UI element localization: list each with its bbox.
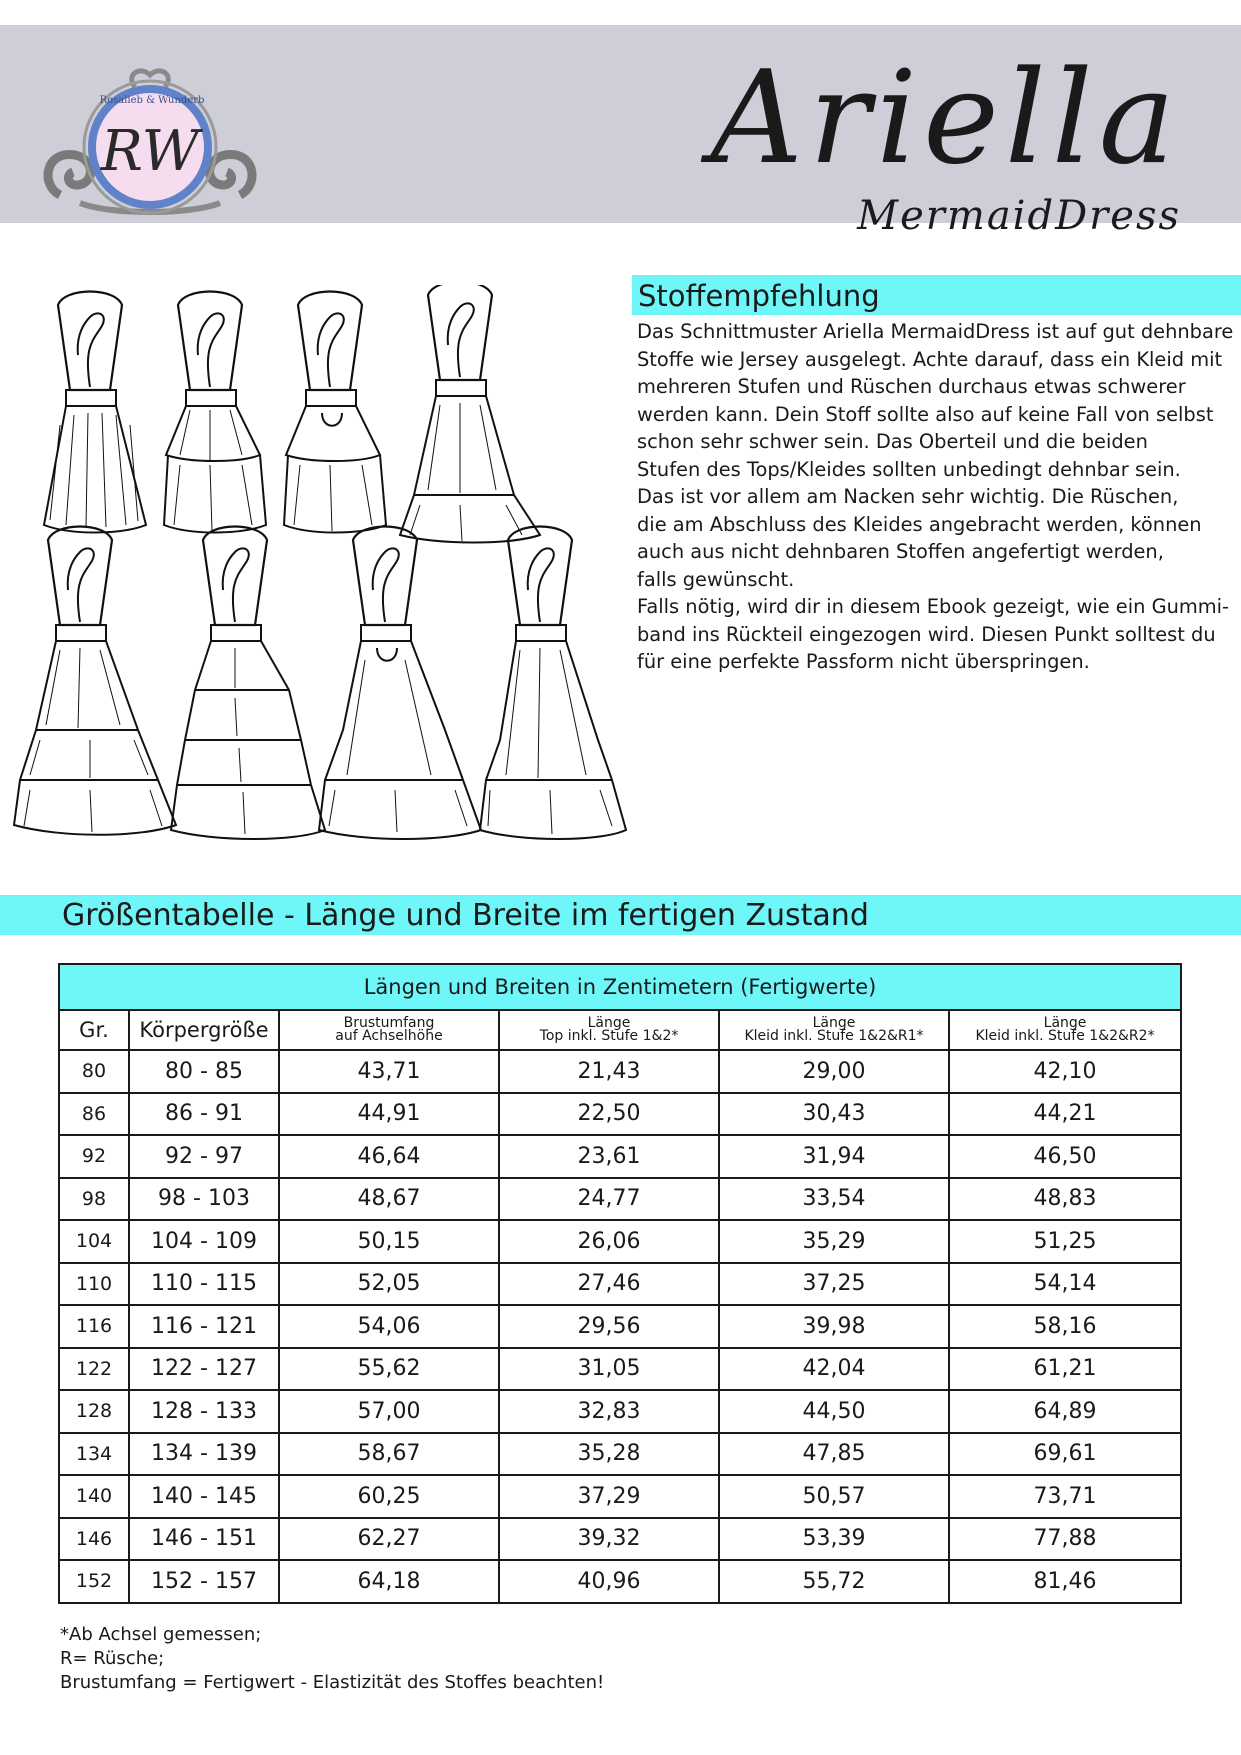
title-block [541, 44, 1181, 245]
text-line: Das ist vor allem am Nacken sehr wichtig. Die Rüschen, [637, 485, 1179, 508]
size-table-heading: Größentabelle - Länge und Breite im fertigen Zustand [62, 898, 869, 933]
cell-laenge-top: 23,61 [499, 1135, 719, 1178]
cell-brustumfang: 60,25 [279, 1475, 499, 1518]
stoffempfehlung-text [637, 318, 1237, 676]
cell-laenge-kleid-r1: 42,04 [719, 1348, 949, 1391]
cell-gr: 122 [59, 1348, 129, 1391]
cell-koerpergroesse: 128 - 133 [129, 1390, 279, 1433]
cell-laenge-kleid-r1: 39,98 [719, 1305, 949, 1348]
cell-koerpergroesse: 104 - 109 [129, 1220, 279, 1263]
header-laenge-top-line2: Top inkl. Stufe 1&2* [539, 1028, 679, 1044]
table-row [59, 1178, 1181, 1221]
footnotes [60, 1623, 604, 1695]
header-koerpergroesse: Körpergröße [129, 1010, 279, 1050]
text-line: schon sehr schwer sein. Das Oberteil und die beiden [637, 430, 1148, 453]
cell-gr: 86 [59, 1093, 129, 1136]
cell-gr: 134 [59, 1433, 129, 1476]
cell-brustumfang: 52,05 [279, 1263, 499, 1306]
cell-laenge-kleid-r1: 53,39 [719, 1518, 949, 1561]
cell-gr: 110 [59, 1263, 129, 1306]
cell-gr: 92 [59, 1135, 129, 1178]
table-row [59, 1518, 1181, 1561]
stoffempfehlung-heading-bar [632, 275, 1241, 315]
cell-laenge-kleid-r1: 44,50 [719, 1390, 949, 1433]
size-table [58, 963, 1182, 1604]
text-line: werden kann. Dein Stoff sollte also auf keine Fall von selbst [637, 402, 1214, 426]
cell-laenge-kleid-r1: 47,85 [719, 1433, 949, 1476]
header-laenge-kleid-r1-line2: Kleid inkl. Stufe 1&2&R1* [744, 1028, 924, 1044]
cell-koerpergroesse: 92 - 97 [129, 1135, 279, 1178]
cell-brustumfang: 50,15 [279, 1220, 499, 1263]
cell-koerpergroesse: 134 - 139 [129, 1433, 279, 1476]
cell-koerpergroesse: 152 - 157 [129, 1560, 279, 1603]
cell-brustumfang: 46,64 [279, 1135, 499, 1178]
cell-laenge-kleid-r2: 44,21 [949, 1093, 1181, 1136]
cell-laenge-kleid-r1: 50,57 [719, 1475, 949, 1518]
cell-laenge-kleid-r1: 30,43 [719, 1093, 949, 1136]
cell-gr: 80 [59, 1050, 129, 1093]
cell-brustumfang: 58,67 [279, 1433, 499, 1476]
cell-brustumfang: 62,27 [279, 1518, 499, 1561]
cell-koerpergroesse: 122 - 127 [129, 1348, 279, 1391]
table-row [59, 1305, 1181, 1348]
table-caption: Längen und Breiten in Zentimetern (Fertigwerte) [59, 964, 1181, 1010]
cell-laenge-top: 35,28 [499, 1433, 719, 1476]
cell-laenge-kleid-r2: 69,61 [949, 1433, 1181, 1476]
table-row [59, 1390, 1181, 1433]
size-table-heading-bar [0, 895, 1241, 935]
cell-brustumfang: 44,91 [279, 1093, 499, 1136]
cell-brustumfang: 43,71 [279, 1050, 499, 1093]
cell-gr: 152 [59, 1560, 129, 1603]
table-row [59, 1348, 1181, 1391]
cell-laenge-top: 40,96 [499, 1560, 719, 1603]
table-row [59, 1433, 1181, 1476]
cell-koerpergroesse: 86 - 91 [129, 1093, 279, 1136]
cell-laenge-top: 37,29 [499, 1475, 719, 1518]
cell-laenge-top: 26,06 [499, 1220, 719, 1263]
cell-gr: 98 [59, 1178, 129, 1221]
cell-gr: 104 [59, 1220, 129, 1263]
header-brustumfang [279, 1010, 499, 1050]
cell-koerpergroesse: 146 - 151 [129, 1518, 279, 1561]
cell-brustumfang: 48,67 [279, 1178, 499, 1221]
page-title: Ariella [710, 44, 1181, 193]
table-row [59, 1093, 1181, 1136]
table-row [59, 1135, 1181, 1178]
cell-laenge-kleid-r2: 64,89 [949, 1390, 1181, 1433]
cell-koerpergroesse: 110 - 115 [129, 1263, 279, 1306]
cell-laenge-kleid-r2: 46,50 [949, 1135, 1181, 1178]
cell-laenge-kleid-r2: 81,46 [949, 1560, 1181, 1603]
footnote: *Ab Achsel gemessen; [60, 1624, 262, 1645]
header-laenge-kleid-r2 [949, 1010, 1181, 1050]
header-laenge-kleid-r2-line1: Länge [1043, 1015, 1087, 1031]
logo-ring-text: Rosalieb & Wunderb [99, 95, 205, 106]
text-line: Stufen des Tops/Kleides sollten unbedingt dehnbar sein. [637, 457, 1181, 481]
cell-laenge-kleid-r2: 48,83 [949, 1178, 1181, 1221]
cell-laenge-top: 39,32 [499, 1518, 719, 1561]
cell-laenge-kleid-r2: 58,16 [949, 1305, 1181, 1348]
cell-laenge-kleid-r2: 77,88 [949, 1518, 1181, 1561]
cell-koerpergroesse: 116 - 121 [129, 1305, 279, 1348]
cell-laenge-kleid-r1: 33,54 [719, 1178, 949, 1221]
cell-laenge-kleid-r1: 37,25 [719, 1263, 949, 1306]
footnote: R= Rüsche; [60, 1648, 165, 1669]
text-line: auch aus nicht dehnbaren Stoffen angefertigt werden, [637, 540, 1164, 563]
text-line: Falls nötig, wird dir in diesem Ebook gezeigt, wie ein Gummi- [637, 595, 1230, 618]
table-row [59, 1560, 1181, 1603]
logo-initials: RW [100, 119, 200, 184]
cell-laenge-kleid-r1: 35,29 [719, 1220, 949, 1263]
header-laenge-kleid-r1 [719, 1010, 949, 1050]
cell-laenge-top: 32,83 [499, 1390, 719, 1433]
cell-laenge-kleid-r2: 54,14 [949, 1263, 1181, 1306]
cell-brustumfang: 64,18 [279, 1560, 499, 1603]
text-line: mehreren Stufen und Rüschen durchaus etwas schwerer [637, 375, 1186, 398]
text-line: für eine perfekte Passform nicht überspringen. [637, 650, 1090, 673]
cell-gr: 146 [59, 1518, 129, 1561]
text-line: band ins Rückteil eingezogen wird. Diesen Punkt solltest du [637, 622, 1216, 646]
header-brustumfang-line1: Brustumfang [343, 1015, 435, 1031]
cell-laenge-top: 27,46 [499, 1263, 719, 1306]
cell-laenge-kleid-r2: 73,71 [949, 1475, 1181, 1518]
text-line: falls gewünscht. [637, 567, 795, 591]
header-laenge-top [499, 1010, 719, 1050]
table-row [59, 1220, 1181, 1263]
cell-laenge-top: 24,77 [499, 1178, 719, 1221]
table-row [59, 1050, 1181, 1093]
header-laenge-top-line1: Länge [587, 1015, 631, 1031]
cell-laenge-kleid-r2: 42,10 [949, 1050, 1181, 1093]
cell-laenge-top: 21,43 [499, 1050, 719, 1093]
cell-laenge-kleid-r2: 61,21 [949, 1348, 1181, 1391]
text-line: Das Schnittmuster Ariella MermaidDress ist auf gut dehnbare [637, 320, 1234, 343]
cell-laenge-top: 31,05 [499, 1348, 719, 1391]
header-band [0, 25, 1241, 239]
header-brustumfang-line2: auf Achselhöhe [335, 1028, 443, 1044]
cell-gr: 116 [59, 1305, 129, 1348]
footnote: Brustumfang = Fertigwert - Elastizität des Stoffes beachten! [60, 1672, 605, 1693]
page-subtitle: MermaidDress [857, 193, 1181, 239]
cell-brustumfang: 57,00 [279, 1390, 499, 1433]
text-line: Stoffe wie Jersey ausgelegt. Achte darauf, dass ein Kleid mit [637, 347, 1223, 371]
text-line: die am Abschluss des Kleides angebracht werden, können [637, 512, 1202, 536]
cell-gr: 140 [59, 1475, 129, 1518]
cell-laenge-kleid-r1: 31,94 [719, 1135, 949, 1178]
stoffempfehlung-heading: Stoffempfehlung [638, 279, 880, 313]
cell-koerpergroesse: 98 - 103 [129, 1178, 279, 1221]
cell-koerpergroesse: 140 - 145 [129, 1475, 279, 1518]
table-header-row [59, 1010, 1181, 1050]
table-row [59, 1475, 1181, 1518]
cell-laenge-kleid-r2: 51,25 [949, 1220, 1181, 1263]
header-gr: Gr. [59, 1010, 129, 1050]
cell-koerpergroesse: 80 - 85 [129, 1050, 279, 1093]
cell-laenge-kleid-r1: 55,72 [719, 1560, 949, 1603]
table-row [59, 1263, 1181, 1306]
header-laenge-kleid-r1-line1: Länge [812, 1015, 856, 1031]
cell-laenge-top: 29,56 [499, 1305, 719, 1348]
cell-laenge-top: 22,50 [499, 1093, 719, 1136]
dress-sketches [0, 285, 660, 845]
header-laenge-kleid-r2-line2: Kleid inkl. Stufe 1&2&R2* [975, 1028, 1155, 1044]
cell-brustumfang: 54,06 [279, 1305, 499, 1348]
cell-laenge-kleid-r1: 29,00 [719, 1050, 949, 1093]
cell-gr: 128 [59, 1390, 129, 1433]
brand-logo [40, 65, 260, 235]
cell-brustumfang: 55,62 [279, 1348, 499, 1391]
